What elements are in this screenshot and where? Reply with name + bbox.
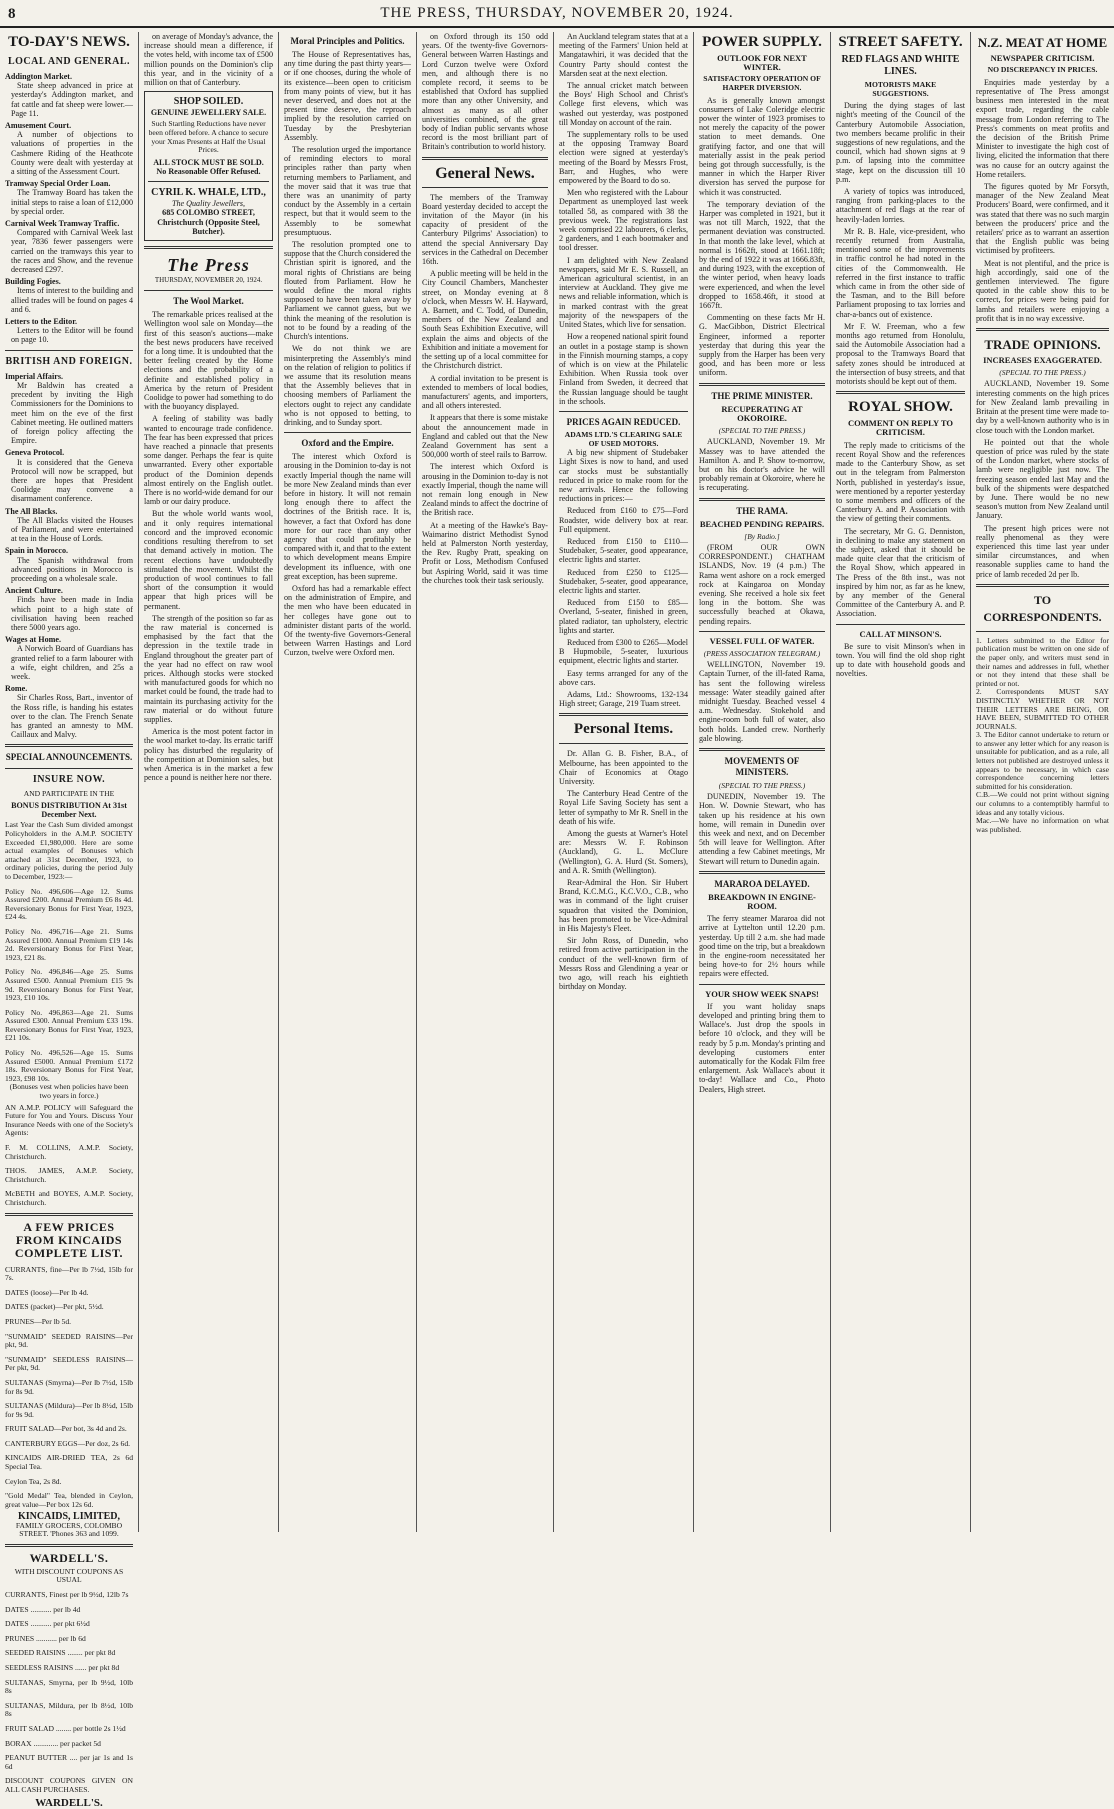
todays-news-title: TO-DAY'S NEWS. [8, 34, 130, 50]
wardells-heading: WARDELL'S. [29, 1550, 109, 1565]
street-safety-sub2: MOTORISTS MAKE SUGGESTIONS. [864, 80, 937, 98]
column-7 [830, 32, 970, 1532]
street-safety-body [836, 101, 965, 386]
masthead [0, 0, 1114, 28]
policy-example: Policy No. 496,846—Age 25. Sums Assured £500. Annual Premium £15 9s 9d. Reversionary Bonus for First Year, 1923, £10 10s. [5, 967, 133, 1003]
street-safety-heading: STREET SAFETY. [838, 34, 963, 50]
personal-items-body [559, 749, 688, 991]
price-line: PRUNES—Per lb 5d. [5, 1316, 72, 1326]
news-item-body: A number of objections to valuations of properties in the Cashmere Riding of the Heathcote County were dealt with yesterday at a sitting of the Assessment Court. [11, 130, 133, 177]
bonus-note: (Bonuses vest when policies have been two years in force.) [9, 1082, 129, 1101]
paragraph: Among the guests at Warner's Hotel are: Messrs W. F. Robinson (Auckland), G. L. McClure (Wellington), G. A. Hurd (St. Somers), and A. R. Smith (Wellington). [559, 829, 688, 875]
correspondents-body [976, 637, 1109, 835]
shop-body: Such Startling Reductions have never been offered before. A chance to secure your Xmas Presents at Half the Usual Prices. [148, 119, 269, 155]
kincaids-price-list [5, 1266, 133, 1510]
paragraph: The Canterbury Head Centre of the Royal Life Saving Society has sent a letter of sympathy to Mr R. Snell in the death of his wife. [559, 789, 688, 826]
nz-meat-heading: N.Z. MEAT AT HOME [977, 35, 1108, 50]
news-item-title: Amusement Court. [5, 121, 72, 131]
column-3 [278, 32, 416, 1532]
show-snaps-body: If you want holiday snaps developed and printing bring them to Wallace's. Just drop the spools in before 10 o'clock, and they will be ready by 5 p.m. Monday's printing and developing customers enter automatically for the Kodak Film free enlargement. Ask Wallace's about it to-day! Wallace and Co., Photo Dealers, High street. [699, 1001, 825, 1094]
royal-show-sub: COMMENT ON REPLY TO CRITICISM. [848, 418, 953, 438]
movements-byline: (SPECIAL TO THE PRESS.) [718, 780, 806, 790]
paragraph: Meat is not plentiful, and the price is high accordingly, said one of the gentlemen interviewed. The figure quoted in the cable show this to be correct, for prices were being paid for lambs and retailers were enjoying a profit that is in no way excessive. [976, 258, 1109, 323]
price-line: PRUNES ........... per lb 6d [5, 1633, 86, 1643]
price-line: "SUNMAID" SEEDED RAISINS—Per pkt, 9d. [5, 1331, 133, 1350]
paragraph: A cordial invitation to be present is extended to members of local bodies, manufacturers' agents, and importers, and all others interested. [422, 373, 548, 411]
paragraph: Oxford has had a remarkable effect on the administration of Empire, and the men who have been educated in her colleges have gone out to administer distant parts of the world. Of the twenty-five Governors-General between Warren Hastings and Lord Curzon, twelve were Oxford men. [284, 583, 411, 658]
paragraph: Reduced from £160 to £75—Ford Roadster, wide delivery box at rear. Full equipment. [559, 506, 688, 534]
special-announcements-heading: SPECIAL ANNOUNCEMENTS. [5, 752, 133, 763]
prime-minister-sub: RECUPERATING AT OKOROIRE. [721, 403, 803, 423]
shop-sub: GENUINE JEWELLERY SALE. [150, 108, 267, 118]
paragraph: The figures quoted by Mr Forsyth, manager of the New Zealand Meat Producers' Board, were confirmed, and it was stated that there was no such margin between the producers' price and the retailers' price as to warrant an assertion that the English public was being victimised by profiteers. [976, 182, 1109, 256]
paragraph: Men who registered with the Labour Department as unemployed last week totalled 58, as compared with 38 the previous week. The registrations last week comprised 22 labourers, 6 clerks, 2 gardeners, and 1 each bootmaker and tool dresser. [559, 188, 688, 253]
oxford-continued-text: on Oxford through its 150 odd years. Of the twenty-five Governors-General between Warren Hastings and Lord Curzon twelve were Oxford men, and although there is no complete record, it seems to be established that Oxford has supplied more than any other University, and almost as many as all other universities combined, of the great body of Indian public servants whose record is the most brilliant part of Britain's contribution to world history. [422, 32, 548, 152]
press-nameplate: The Press [167, 255, 250, 276]
paragraph: It appears that there is some mistake about the announcement made in England and cabled out that the New Zealand Government has sent a 500,000 worth of steel rails to Barrow. [422, 413, 548, 460]
prime-minister-body: AUCKLAND, November 19. Mr Massey was to have attended the Hamilton A. and P. Show to-morrow, but on his doctor's advice he will probably remain at Okoroire, where he is recuperating. [699, 437, 825, 493]
paragraph: Reduced from £300 to £265—Model B Hupmobile, 5-seater, luxurious equipment, electric lights and starter. [559, 637, 688, 666]
paragraph: He pointed out that the whole question of price was ruled by the state of the London market, where stocks of lamb were negligible just now. The freezing season ended last May and the bulk of the shipments were despatched by June. There would be no new season's mutton from New Zealand until January. [976, 437, 1109, 521]
price-line: SEEDED RAISINS ........ per pkt 8d [5, 1648, 116, 1658]
paragraph: The resolution urged the importance of reminding electors to moral principles rather than party when returning members to Parliament, and the mover said that it was true that there was an unanimity of party conduct by the Assembly in a certain respect, but that it would seem to the Assembly to be somewhat presumptuous. [284, 145, 411, 237]
nz-meat-body [976, 78, 1109, 323]
paragraph: The supplementary rolls to be used at the opposing Tramway Board election were signed at yesterday's meeting of the Board by Messrs Frost, Barr, and Hughes, who were empowered by the Board to do so. [559, 130, 688, 186]
paragraph: The reply made to criticisms of the recent Royal Show and the references made to the Canterbury Show, as set out in the telegram from Palmerston North, published in yesterday's issue, were mentioned by a reporter yesterday to some members and officers of the Canterbury A. and P. Association with the view of getting their comments. [836, 440, 965, 524]
moral-body [284, 50, 411, 427]
editorial-dateline: THURSDAY, NOVEMBER 20, 1924. [154, 276, 263, 285]
correspondents-heading: TO CORRESPONDENTS. [983, 592, 1102, 624]
column-1 [0, 32, 138, 1809]
whale-address: 685 COLOMBO STREET, Christchurch (Opposite Steel, Butcher). [157, 208, 260, 236]
paragraph: 3. The Editor cannot undertake to return or to answer any letter which for any reason is unsuitable for publication, and as a rule, all letters not published are destroyed unless it appears to be necessary, in which case correspondence concerning letters submitted for his consideration. [976, 730, 1109, 791]
power-supply-sub2: SATISFACTORY OPERATION OF HARPER DIVERSION. [703, 74, 821, 92]
mararoa-heading: MARAROA DELAYED. [714, 878, 810, 889]
price-line: DATES ........... per lb 4d [5, 1604, 81, 1614]
personal-items-heading: Personal Items. [573, 721, 674, 738]
price-line: FRUIT SALAD ........ per bottle 2s 1½d [5, 1723, 126, 1733]
price-line: SEEDLESS RAISINS ...... per pkt 8d [5, 1662, 120, 1672]
price-line: DATES (packet)—Per pkt, 5½d. [5, 1302, 104, 1312]
shop-soiled-heading: SHOP SOILED. [173, 96, 244, 108]
news-item-body: Mr Baldwin has created a precedent by inviting the High Commissioners for the Dominions to meet him on the eve of the first Cabinet meeting. He outlined matters of foreign policy affecting the Empire. [11, 380, 133, 446]
paragraph: 1. Letters submitted to the Editor for publication must be written on one side of the paper only, and writers must send in their names and addresses in full, whether or not they intend that these shall be printed or not. [976, 635, 1109, 688]
auckland-telegram-text: An Auckland telegram states that at a meeting of the Farmers' Union held at Mangatawhiri, it was decided that the Country Party should contest the Marsden seat at the next election. [559, 32, 688, 78]
paragraph: A public meeting will be held in the City Council Chambers, Manchester street, on Monday evening at 8 o'clock, when Messrs W. H. Hayward, A. Barnett, and C. Todd, of Dunedin, members of the New Zealand and South Seas Exhibition Executive, will explain the aims and objects of the Exhibition and initiate a movement for the setting up of a local committee for the Christchurch district. [422, 269, 548, 371]
policy-list [5, 888, 133, 1084]
power-supply-heading: POWER SUPPLY. [702, 34, 822, 50]
rama-body: (FROM OUR OWN CORRESPONDENT.) CHATHAM ISLANDS, Nov. 19 (4 p.m.) The Rama went ashore on a rock emerged rock at Kaingaroa on Monday evening. She received a hole six feet long in the bottom. She was successfully beached at Okawa, pending repairs. [699, 542, 825, 626]
news-item-title: The All Blacks. [5, 506, 58, 516]
price-line: SULTANAS (Mildura)—Per lb 8½d, 15lb for 9s 9d. [5, 1401, 133, 1419]
wardells-sub: WITH DISCOUNT COUPONS AS USUAL [14, 1566, 124, 1585]
nz-meat-sub2: NO DISCREPANCY IN PRICES. [987, 65, 1098, 75]
insure-sub: AND PARTICIPATE IN THE [23, 789, 115, 799]
rama-sub: BEACHED PENDING REPAIRS. [699, 518, 825, 529]
paragraph: During the dying stages of last night's meeting of the Council of the Canterbury Automobile Association, two members became prolific in their suggestions of new regulations, and the council, which had shown signs at 9 p.m. of lapsing into the committee stage, kept on the discussion till 10 p.m. [836, 101, 965, 184]
policy-example: Policy No. 496,606—Age 12. Sums Assured £200. Annual Premium £6 8s 4d. Reversionary Bonus for First Year, 1923, £24 4s. [5, 886, 133, 922]
paragraph: A big new shipment of Studebaker Light Sixes is now to hand, and used car stocks must be substantially reduced in price to make room for the new arrivals. Hence the following reductions in prices:— [559, 448, 688, 504]
mararoa-body: The ferry steamer Mararoa did not arrive at Lyttelton until 12.20 p.m. yesterday. Up till 2 a.m. she had made good time on the trip, but a breakdown in the engine-room necessitated her being hove-to for 2½ hours while repairs were effected. [699, 914, 825, 979]
prime-minister-byline: (SPECIAL TO THE PRESS.) [718, 426, 806, 436]
trade-opinions-heading: TRADE OPINIONS. [984, 337, 1101, 353]
news-item-title: Wages at Home. [5, 635, 61, 645]
price-line: KINCAIDS AIR-DRIED TEA, 2s 6d Special Tea. [5, 1453, 133, 1472]
movements-ministers-heading: MOVEMENTS OF MINISTERS. [724, 755, 800, 777]
paragraph: Sir John Ross, of Dunedin, who retired from active participation in the conduct of the well-known firm of Messrs Ross and Glendining a year or two ago, will reach his eightieth birthday on Monday. [559, 936, 688, 992]
price-line: BORAX ............. per packet 5d [5, 1738, 101, 1748]
show-snaps-heading: YOUR SHOW WEEK SNAPS! [705, 988, 819, 999]
paragraph: C.B.—We could not print without signing our columns to a contemptibly harmful to ideas and any totally vicious. [976, 790, 1109, 817]
rama-heading: THE RAMA. [736, 505, 788, 516]
price-line: DISCOUNT COUPONS GIVEN ON ALL CASH PURCHASES. [5, 1776, 133, 1794]
whale-sub: The Quality Jewellers, [171, 199, 246, 209]
paragraph: Reduced from £150 to £110—Studebaker, 5-seater, good appearance, electric lights and starter. [559, 536, 688, 565]
vessel-heading: VESSEL FULL OF WATER. [709, 635, 815, 646]
paragraph: The temporary deviation of the Harper was completed in 1921, but it was not till March, 1922, that the permanent deviation was constructed. In that month the lake level, which at normal is 1662ft, stood at 1661.18ft; by the end of 1922 it was at 1666.83ft, and during 1923, with the exception of the winter period, when heavy loads were experienced, and when the level dropped to 1658.46ft, it stood at 1667ft. [699, 199, 825, 311]
paragraph: The interest which Oxford is arousing in the Dominion to-day is not exactly Imperial though the name will be more New Zealand minds than ever before in history. It will not remain long enough there to affect the doctrines of the British race. It is, however, a fact that Oxford has done more for our race than any other agency that could profitably be compared with it, and that to the extent to which development means Empire development its influence, with one great exception, has been supreme. [284, 452, 411, 581]
paragraph: We do not think we are misinterpreting the Assembly's mind on the relation of religion to politics if we assume that its resolution means that the Assembly believes that in choosing members of Parliament the electors ought to reject any candidate who is not opposed to betting, to drinking, and to Sunday sport. [284, 344, 411, 427]
price-line: DATES ........... per pkt 6½d [5, 1619, 90, 1629]
paragraph: How a reopened national spirit found an outlet in a postage stamp is shown in the Finnish mourning stamps, a copy of which is on view at the Philatelic Exhibition. When Russia took over Finland from Sweden, it decreed that the Russian language should be taught in the schools. [559, 332, 688, 406]
column-8 [970, 32, 1114, 1532]
prices-reduced-heading: PRICES AGAIN REDUCED. [566, 416, 681, 427]
power-supply-body [699, 96, 825, 378]
insure-bonus: BONUS DISTRIBUTION At 31st December Next. [11, 801, 127, 820]
local-news-list [5, 72, 133, 345]
price-line: CANTERBURY EGGS—Per doz, 2s 6d. [5, 1438, 131, 1448]
news-item-body: The Spanish withdrawal from advanced positions in Morocco is proceeding on a wholesale scale. [11, 555, 133, 583]
price-line: SULTANAS, Smyrna, per lb 9½d, 10lb 8s [5, 1677, 133, 1696]
kincaids-prices-heading: A FEW PRICES FROM KINCAIDS COMPLETE LIST. [14, 1219, 124, 1260]
paragraph: Dr. Allan G. B. Fisher, B.A., of Melbourne, has been appointed to the Chair of Economics at Otago University. [559, 749, 688, 786]
news-item-body: Finds have been made in India which point to a high state of civilisation having been reached there 5000 years ago. [11, 595, 133, 632]
paragraph: Mr F. W. Freeman, who a few months ago returned from Honolulu, said the Automobile Association had a proposal to the Tramways Board that safety zones should be introduced at the intersection of busy streets, and that motorists should be kept out of them. [836, 321, 965, 387]
paragraph: The members of the Tramway Board yesterday decided to accept the invitation of the Mayor (in his capacity of president of the Canterbury Pilgrims' Association) to attend the special Anniversary Day services in the Cathedral on December 16th. [422, 192, 548, 267]
shop-note: ALL STOCK MUST BE SOLD. No Reasonable Offer Refused. [153, 157, 264, 176]
paragraph: The remarkable prices realised at the Wellington wool sale on Monday—the first of this season's auctions—make the best news producers have received for a long time. It is undoubted that the better feeling created by the Home elections and the probability of a definite and established policy in America by the return of President Coolidge to power had something to do with the buoyancy displayed. [144, 310, 273, 412]
paragraph: The strength of the position so far as the raw material is concerned is emphasised by the fact that the depression in the textile trade in England throughout the greater part of the year had no effect on raw wool prices. Although stocks were stocked with manufactured goods for which no market could be found, the trade had to maintain its purchasing activity for the raw material or do without future supplies. [144, 613, 273, 724]
local-general-heading: LOCAL AND GENERAL. [7, 56, 131, 67]
policy-example: Policy No. 496,526—Age 15. Sums Assured £5000. Annual Premium £172 18s. Reversionary Bonus for First Year, 1923, £98 10s. [5, 1048, 133, 1083]
column-2 [138, 32, 278, 1532]
news-item-title: Letters to the Editor. [5, 317, 78, 327]
policy-example: Policy No. 496,863—Age 21. Sums Assured £300. Annual Premium £33 19s. Reversionary Bonus for First Year, 1923, £21 10s. [5, 1007, 133, 1043]
vessel-body: WELLINGTON, November 19. Captain Turner, of the ill-fated Rama, has sent the following wireless message: Water steadily gained after midnight Tuesday. Beached vessel 4 a.m. Wednesday. Stokehold and engine-room both full of water, also both holds. Landed crew. Northerly gale blowing. [699, 660, 825, 743]
oxford-body [284, 452, 411, 657]
paragraph: The present high prices were not really phenomenal as they were experienced this time last year under similar circumstances, and when reasonable supplies came to hand the price of lamb receded 2d per lb. [976, 523, 1109, 579]
paragraph: Rear-Admiral the Hon. Sir Hubert Brand, K.C.M.G., K.C.V.O., C.B., who was in command of the light cruiser squadron that visited the Dominion, has been promoted to be Vice-Admiral in His Majesty's Fleet. [559, 878, 688, 934]
news-item-title: Imperial Affairs. [5, 371, 63, 381]
adams-sale-body [559, 448, 688, 708]
paragraph: I am delighted with New Zealand newspapers, said Mr E. S. Russell, an American agricultural scientist, in an interview at Auckland. They give me news and reliable information, which is in marked contrast with the great majority of the newspapers of the United States, which live for sensation. [559, 255, 688, 330]
prime-minister-heading: THE PRIME MINISTER. [711, 390, 813, 401]
paragraph: 2. Correspondents MUST SAY DISTINCTLY WHETHER OR NOT THEIR LETTERS ARE BEING, OR HAVE BEEN, SUBMITTED TO OTHER JOURNALS. [976, 687, 1109, 731]
moral-principles-heading: Moral Principles and Politics. [290, 36, 405, 46]
minsons-body: Be sure to visit Minson's when in town. You will find the old shop right up to date with household goods and novelties. [836, 641, 965, 679]
paragraph: Enquiries made yesterday by a representative of The Press amongst business men interested in the meat export trade, regarding the cable message from London referring to The Press's comments on meat profits and the decision of the British Prime Minister to investigate the high cost of living, elicited the information that there was no cause for an outcry against the Home retailers. [976, 77, 1109, 179]
column-6 [693, 32, 830, 1532]
street-safety-sub: RED FLAGS AND WHITE LINES. [841, 54, 960, 77]
insure-now-heading: INSURE NOW. [32, 774, 106, 786]
whale-name: CYRIL K. WHALE, LTD., [151, 187, 266, 199]
paragraph: The interest which Oxford is arousing in the Dominion to-day is not exactly Imperial, though the name will not remain long enough in New Zealand minds to affect the doctrine of the British race. [422, 462, 548, 518]
paragraph: The secretary, Mr G. G. Denniston, in declining to make any statement on the subject, asked that it should be made quite clear that the criticism of the Royal Show, which appeared in The Press of the 8th inst., was not inspired by him nor, as far as he knew, by any member of the General Committee of the Canterbury A. and P. Association. [836, 526, 965, 619]
paragraph: America is the most potent factor in the wool market to-day. Its erratic tariff policy has disturbed the regularity of the competition at Dominion sales, but when America is in the market a few pence a pound is neither here nor there. [144, 727, 273, 783]
paragraph: A feeling of stability was badly wanted to encourage trade confidence. The fear has been expressed that prices have reached a pinnacle that presents some danger. Perhaps the fear is quite unwarranted. Every other exportable product of the Dominion depends almost entirely on the English outlet. There is no world-wide demand for our lamb or our dairy produce. [144, 414, 273, 507]
british-foreign-heading: BRITISH AND FOREIGN. [5, 355, 133, 367]
news-item-body: State sheep advanced in price at yesterday's Addington market, and fat cattle and fat sheep were lower.—Page 11. [11, 81, 133, 118]
foreign-news-list [5, 372, 133, 740]
paragraph: Commenting on these facts Mr H. G. MacGibbon, District Electrical Engineer, informed a reporter yesterday that during this year the supply from the Harper has been very good, and has been more or less uniform. [699, 313, 825, 378]
paragraph: The annual cricket match between the Boys' High School and Christ's College first elevens, which was washed out yesterday, was postponed till Monday on account of the rain. [559, 81, 688, 127]
price-line: CURRANTS, fine—Per lb 7½d, 15lb for 7s. [5, 1264, 133, 1283]
paragraph: Mr R. B. Hale, vice-president, who recently returned from Australia, mentioned some of the improvements in traffic control he had noted in the cities of the Commonwealth. He referred in the first instance to traffic which came in from the other side of the Tasman, and to the Bill before Parliament proposing to tax lorries and char-a-bancs out of existence. [836, 226, 965, 319]
paragraph: As is generally known amongst consumers of Lake Coleridge electric power the winter of 1923 promises to not merely the capacity of the power station to meet demands. One gratifying factor, and one that will materially assist in the peak period being got through successfully, is the manner in which the Harper River diversion has served the purpose for which it was constructed. [699, 95, 825, 197]
paragraph: The resolution prompted one to suppose that the Church considered the Christian spirit is ignored, and the moral rights of Christians are being flouted from Parliament. How he would define the moral rights supposed to have been taken away by Parliament we cannot guess, but we think the meaning of the resolution is not to be found by a reading of the Church's intentions. [284, 240, 411, 342]
paragraph: But the whole world wants wool, and it only requires international concord and the improved economic conditions resulting therefrom to set that demand actively in motion. The recent elections have undoubtedly stimulated the movement. Whilst the production of wool continues to fall short of the consumption it would appear that high prices will be permanent. [144, 509, 273, 611]
paragraph: Reduced from £250 to £125—Studebaker, 5-seater, good appearance, electric lights and starter. [559, 567, 688, 595]
news-item-title: Spain in Morocco. [5, 546, 69, 556]
page-number: 8 [8, 6, 17, 22]
news-item-title: Rome. [5, 684, 28, 694]
price-line: SULTANAS, Mildura, per lb 8½d, 10lb 8s [5, 1700, 133, 1719]
news-item-title: Carnival Week Tramway Traffic. [5, 219, 120, 229]
news-item-title: Tramway Special Order Loan. [5, 179, 111, 189]
minsons-heading: CALL AT MINSON'S. [859, 628, 942, 639]
column-5 [553, 32, 693, 1532]
paragraph: Adams, Ltd.: Showrooms, 132-134 High street; Garage, 219 Tuam street. [559, 689, 688, 709]
wardells-footer: WARDELL'S. [35, 1796, 103, 1809]
price-line: SULTANAS (Smyrna)—Per lb 7½d, 15lb for 8s 9d. [5, 1377, 133, 1396]
royal-show-body [836, 441, 965, 619]
amp-agent: McBETH and BOYES, A.M.P. Society, Christchurch. [5, 1189, 133, 1207]
wardells-price-list [5, 1591, 133, 1795]
news-item-body: It is considered that the Geneva Protocol will now be scrapped, but there are hopes that President Coolidge may convene a disarmament conference. [11, 457, 133, 504]
general-news-body [422, 193, 548, 585]
paragraph: Mac.—We have no information on what was published. [976, 816, 1109, 834]
paragraph: Reduced from £150 to £85—Overland, 5-seater, finished in green, plated radiator, tan upholstery, electric lights and starter. [559, 598, 688, 635]
vessel-byline: (PRESS ASSOCIATION TELEGRAM.) [703, 648, 821, 658]
price-line: PEANUT BUTTER .... per jar 1s and 1s 6d [5, 1753, 133, 1771]
paragraph: Easy terms arranged for any of the above cars. [559, 668, 688, 687]
paragraph: A variety of topics was introduced, ranging from parking-places to the attachment of red flags at the rear of heavily-laden lorries. [836, 187, 965, 224]
news-item-body: Sir Charles Ross, Bart., inventor of the Ross rifle, is handing his estates over to the clan. The French Senate has granted an amnesty to MM. Caillaux and Malvy. [11, 693, 133, 740]
mararoa-sub: BREAKDOWN IN ENGINE-ROOM. [708, 891, 816, 912]
news-item-title: Geneva Protocol. [5, 448, 65, 458]
amp-text: AN A.M.P. POLICY will Safeguard the Future for You and Yours. Discuss Your Insurance Needs with one of the Society's Agents: [5, 1102, 133, 1138]
news-item-body: A Norwich Board of Guardians has granted relief to a farm labourer with a wife, eight children, and 25s a week. [11, 644, 133, 681]
trade-opinions-byline: (SPECIAL TO THE PRESS.) [999, 368, 1086, 378]
price-line: "Gold Medal" Tea, blended in Ceylon, great value—Per box 12s 6d. [5, 1491, 133, 1509]
news-item-body: Items of interest to the building and allied trades will be found on pages 4 and 6. [11, 286, 133, 314]
trade-opinions-body [976, 379, 1109, 578]
royal-show-heading: ROYAL SHOW. [848, 399, 953, 416]
adams-sale-sub: ADAMS LTD.'S CLEARING SALE OF USED MOTORS. [564, 429, 683, 448]
amp-agent: THOS. JAMES, A.M.P. Society, Christchurch. [5, 1166, 133, 1184]
column-4 [416, 32, 553, 1532]
price-line: DATES (loose)—Per lb 4d. [5, 1287, 89, 1297]
news-item-title: Building Fogies. [5, 277, 61, 287]
wool-continued-text: on average of Monday's advance, the increase should mean a difference, if the votes held, with income tax of £500 million pounds on the Dominion's clip this year, and in the vicinity of a million on that of Canterbury. [144, 32, 273, 88]
insure-text: Last Year the Cash Sum divided amongst Policyholders in the A.M.P. SOCIETY Exceeded £1,980,000. Here are some actual examples of Bonuses which attached at 31st December, 1923, to ordinary policies, during the period July to December, 1923:— [5, 820, 133, 881]
news-item-body: The All Blacks visited the Houses of Parliament, and were entertained at tea in the House of Lords. [11, 515, 133, 544]
news-item-title: Addington Market. [5, 72, 73, 81]
price-line: Ceylon Tea, 2s 8d. [5, 1476, 62, 1486]
price-line: "SUNMAID" SEEDLESS RAISINS—Per pkt, 9d. [5, 1354, 133, 1373]
news-item-title: Ancient Culture. [5, 586, 63, 596]
news-item-body: Compared with Carnival Week last year, 7836 fewer passengers were carried on the tramways this year to the races and Show, and the revenue decreased £297. [11, 228, 133, 275]
trade-opinions-sub: INCREASES EXAGGERATED. [983, 355, 1102, 366]
general-news-heading: General News. [435, 164, 535, 182]
paragraph: The House of Representatives has, any time during the past thirty years—or if one chooses, during the whole of its existence—been open to criticism from many points of view, but it has never deserved, and does not at the present time deserve, the reproach implied by the resolution carried on Tuesday by the Presbyterian Assembly. [284, 50, 411, 142]
jewellery-advert [144, 91, 273, 241]
price-line: CURRANTS, Finest per lb 9½d, 12lb 7s [5, 1590, 129, 1600]
nz-meat-sub: NEWSPAPER CRITICISM. [990, 53, 1095, 63]
oxford-empire-heading: Oxford and the Empire. [301, 438, 394, 449]
news-item-body: The Tramway Board has taken the initial steps to raise a loan of £12,000 by special order. [11, 188, 133, 216]
newspaper-title: THE PRESS, THURSDAY, NOVEMBER 20, 1924. [380, 5, 734, 21]
news-item-body: Letters to the Editor will be found on page 10. [11, 326, 133, 345]
column-5-news-body [559, 81, 688, 406]
agent-list [5, 1144, 133, 1208]
wool-market-heading: The Wool Market. [173, 296, 244, 307]
paragraph: AUCKLAND, November 19. Some interesting comments on the high prices for New Zealand lamb prevailing in Britain at the present time were made to-day by a well-known authority who is in close touch with the London market. [976, 379, 1109, 435]
paragraph: At a meeting of the Hawke's Bay-Waimarino district Methodist Synod held at Palmerston North yesterday, the Rev. Rugby Pratt, speaking on Profit or Loss, Methodism Confused but Aspiring World, said it was time the churches took their task seriously. [422, 520, 548, 585]
policy-example: Policy No. 496,716—Age 21. Sums Assured £1000. Annual Premium £19 14s 2d. Reversionary Bonus for First Year, 1923, £21 8s. [5, 926, 133, 962]
rama-byline: [By Radio.] [744, 531, 780, 541]
price-line: FRUIT SALAD—Per bot, 3s 4d and 2s. [5, 1424, 127, 1434]
movements-body: DUNEDIN, November 19. The Hon. W. Downie Stewart, who has taken up his residence at his own home, will remain in Dunedin over this week and next, and on December 5th will leave for Wellington. After attending a few Cabinet meetings, Mr Stewart will return to Dunedin again. [699, 792, 825, 866]
amp-agent: F. M. COLLINS, A.M.P. Society, Christchurch. [5, 1143, 133, 1161]
editorial-body [144, 310, 273, 782]
power-supply-sub: OUTLOOK FOR NEXT WINTER. [717, 53, 807, 73]
kincaids-name: KINCAIDS, LIMITED, [18, 1511, 120, 1523]
kincaids-address: FAMILY GROCERS, COLOMBO STREET. 'Phones 363 and 1099. [15, 1520, 123, 1539]
